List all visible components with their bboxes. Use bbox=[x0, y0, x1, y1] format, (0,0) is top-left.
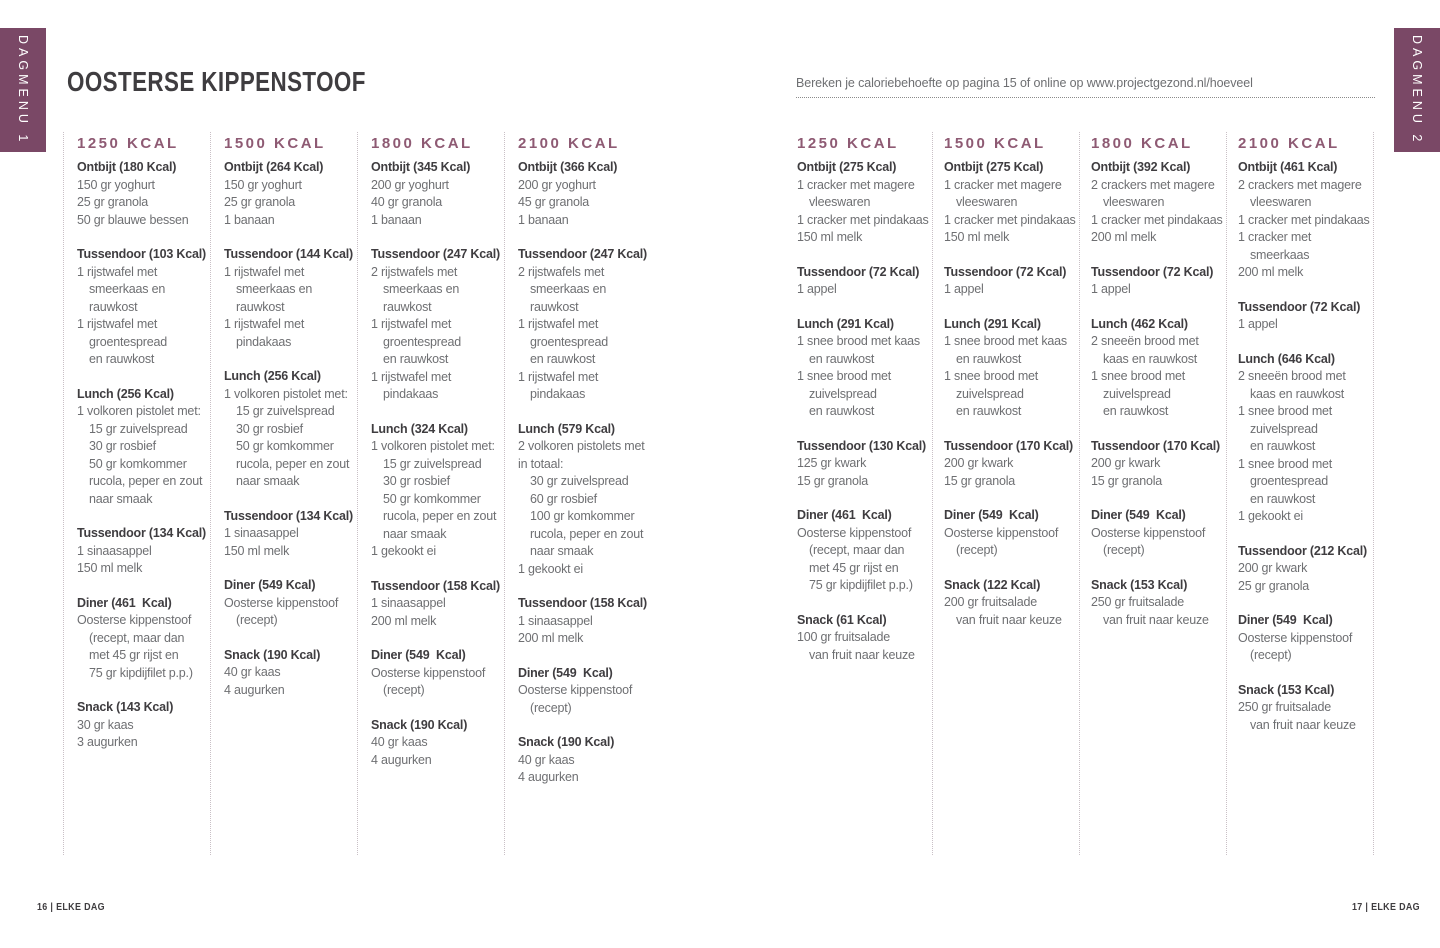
meal-line: 30 gr zuivelspread bbox=[530, 474, 629, 488]
meal-line: rucola, peper en zout bbox=[236, 456, 350, 471]
meal-line: smeerkaas bbox=[1250, 247, 1310, 262]
meal-title: Tussendoor (158 Kcal) bbox=[518, 596, 647, 610]
meal-section bbox=[797, 612, 932, 665]
meal-line: 1 appel bbox=[1091, 282, 1131, 296]
meal-title: Snack (190 Kcal) bbox=[224, 647, 321, 662]
meal-line: 150 gr yoghurt bbox=[77, 177, 155, 192]
meal-section bbox=[224, 647, 357, 700]
meal-section bbox=[371, 246, 504, 404]
meal-line: 1 snee brood met kaas bbox=[797, 334, 920, 348]
meal-line: 200 gr kwark bbox=[1238, 561, 1308, 575]
meal-line: 15 gr granola bbox=[1091, 473, 1163, 488]
meal-line: (recept, maar dan bbox=[809, 543, 905, 557]
meal-line: zuivelspread bbox=[956, 386, 1024, 401]
meal-line: 2 rijstwafels met bbox=[518, 264, 605, 279]
meal-section bbox=[1091, 316, 1226, 421]
meal-line: 1 volkoren pistolet met: bbox=[371, 439, 495, 453]
meal-title: Diner (549 Kcal) bbox=[1238, 613, 1333, 627]
page-title: OOSTERSE KIPPENSTOOF bbox=[67, 66, 366, 97]
meal-line: groentespread bbox=[530, 334, 609, 349]
meal-line: 200 gr yoghurt bbox=[371, 177, 449, 192]
kcal-header: 1500 KCAL bbox=[944, 135, 1046, 152]
meal-section bbox=[224, 577, 357, 630]
meal-line: naar smaak bbox=[89, 491, 153, 506]
meal-line: groentespread bbox=[1250, 474, 1329, 488]
meal-title: Ontbijt (392 Kcal) bbox=[1091, 160, 1191, 174]
meal-section bbox=[77, 699, 210, 752]
meal-line: 30 gr rosbief bbox=[236, 421, 303, 436]
meal-section bbox=[371, 717, 504, 770]
meal-line: smeerkaas en bbox=[89, 282, 166, 296]
meal-line: 1 appel bbox=[944, 282, 984, 296]
right-page-columns bbox=[786, 132, 1374, 855]
meal-line: 150 ml melk bbox=[944, 230, 1010, 244]
kcal-header: 1800 KCAL bbox=[371, 135, 473, 152]
meal-line: vleeswaren bbox=[1103, 195, 1165, 209]
meal-line: 2 crackers met magere bbox=[1238, 177, 1362, 192]
meal-line: (recept, maar dan bbox=[89, 630, 185, 645]
kcal-header: 2100 KCAL bbox=[518, 135, 620, 152]
meal-title: Tussendoor (158 Kcal) bbox=[371, 578, 500, 593]
meal-line: 125 gr kwark bbox=[797, 456, 867, 470]
meal-line: 40 gr granola bbox=[371, 195, 443, 209]
meal-line: (recept) bbox=[956, 543, 998, 557]
meal-title: Ontbijt (366 Kcal) bbox=[518, 160, 618, 174]
meal-section bbox=[1091, 159, 1226, 247]
meal-section bbox=[518, 159, 651, 229]
meal-title: Diner (549 Kcal) bbox=[944, 508, 1039, 522]
meal-section bbox=[797, 264, 932, 299]
meal-section bbox=[224, 508, 357, 561]
meal-section bbox=[1238, 351, 1373, 526]
meal-title: Lunch (256 Kcal) bbox=[77, 386, 174, 401]
menu-column bbox=[1080, 132, 1227, 855]
meal-line: (recept) bbox=[236, 613, 278, 627]
meal-title: Tussendoor (72 Kcal) bbox=[1238, 299, 1361, 314]
meal-line: Oosterse kippenstoof bbox=[371, 665, 486, 680]
meal-section bbox=[1091, 507, 1226, 560]
meal-title: Ontbijt (345 Kcal) bbox=[371, 160, 471, 174]
meal-line: 75 gr kipdijfilet p.p.) bbox=[89, 665, 193, 680]
meal-title: Snack (153 Kcal) bbox=[1091, 577, 1188, 592]
meal-line: 50 gr komkommer bbox=[89, 456, 187, 471]
meal-line: naar smaak bbox=[383, 526, 447, 541]
menu-column bbox=[933, 132, 1080, 855]
meal-line: 200 gr yoghurt bbox=[518, 177, 596, 192]
meal-line: 15 gr zuivelspread bbox=[383, 456, 482, 471]
meal-section bbox=[224, 368, 357, 491]
meal-section bbox=[944, 264, 1079, 299]
page-number-left: 16 | ELKE DAG bbox=[37, 901, 105, 913]
meal-line: 2 volkoren pistolets met bbox=[518, 439, 645, 453]
meal-line: Oosterse kippenstoof bbox=[1091, 525, 1206, 540]
meal-line: 1 rijstwafel met bbox=[371, 317, 452, 331]
meal-title: Snack (143 Kcal) bbox=[77, 700, 174, 714]
meal-line: 1 appel bbox=[797, 282, 837, 296]
meal-title: Lunch (291 Kcal) bbox=[944, 316, 1041, 331]
meal-section bbox=[1238, 299, 1373, 334]
menu-column bbox=[504, 132, 651, 855]
meal-line: en rauwkost bbox=[89, 352, 155, 366]
meal-line: rucola, peper en zout bbox=[530, 526, 644, 541]
meal-line: 1 cracker met pindakaas bbox=[944, 212, 1076, 227]
meal-line: pindakaas bbox=[236, 334, 292, 349]
meal-line: 15 gr granola bbox=[944, 473, 1016, 488]
meal-line: 50 gr komkommer bbox=[236, 439, 334, 453]
tab-dagmenu-1-label: DAGMENU 1 bbox=[16, 34, 30, 146]
meal-line: zuivelspread bbox=[809, 386, 877, 401]
meal-line: van fruit naar keuze bbox=[956, 612, 1062, 627]
meal-section bbox=[1238, 159, 1373, 282]
meal-title: Tussendoor (247 Kcal) bbox=[518, 247, 647, 261]
meal-line: 1 gekookt ei bbox=[371, 544, 437, 558]
meal-section bbox=[518, 595, 651, 648]
meal-title: Tussendoor (170 Kcal) bbox=[944, 438, 1073, 453]
meal-line: 200 ml melk bbox=[518, 631, 584, 645]
kcal-header: 1250 KCAL bbox=[77, 135, 179, 152]
meal-title: Lunch (324 Kcal) bbox=[371, 421, 468, 436]
meal-line: 40 gr kaas bbox=[518, 752, 575, 767]
meal-title: Diner (549 Kcal) bbox=[224, 578, 316, 592]
meal-line: 1 gekookt ei bbox=[518, 561, 584, 576]
calorie-note: Bereken je caloriebehoefte op pagina 15 of online op www.projectgezond.nl/hoeveel bbox=[796, 76, 1253, 90]
meal-line: 30 gr kaas bbox=[77, 717, 134, 732]
meal-section bbox=[371, 421, 504, 561]
meal-section bbox=[797, 507, 932, 595]
meal-section bbox=[224, 159, 357, 229]
meal-line: 1 cracker met bbox=[1238, 230, 1312, 244]
meal-line: 30 gr rosbief bbox=[383, 474, 450, 488]
meal-title: Ontbijt (275 Kcal) bbox=[797, 160, 897, 174]
meal-title: Lunch (256 Kcal) bbox=[224, 369, 321, 383]
page-number-right: 17 | ELKE DAG bbox=[1352, 901, 1420, 913]
meal-line: 1 volkoren pistolet met: bbox=[224, 386, 348, 401]
meal-section bbox=[1238, 682, 1373, 735]
meal-line: 1 sinaasappel bbox=[371, 596, 446, 610]
meal-line: 200 gr kwark bbox=[944, 456, 1014, 470]
meal-title: Ontbijt (461 Kcal) bbox=[1238, 160, 1338, 174]
meal-section bbox=[77, 159, 210, 229]
meal-line: rucola, peper en zout bbox=[383, 509, 497, 523]
meal-line: 1 snee brood met bbox=[797, 369, 892, 383]
meal-line: Oosterse kippenstoof bbox=[518, 683, 633, 697]
meal-title: Diner (461 Kcal) bbox=[797, 508, 892, 522]
meal-line: en rauwkost bbox=[956, 351, 1022, 366]
meal-line: 200 gr fruitsalade bbox=[944, 595, 1037, 609]
meal-line: 200 ml melk bbox=[371, 613, 437, 628]
meal-line: 1 cracker met magere bbox=[944, 177, 1062, 192]
meal-title: Lunch (579 Kcal) bbox=[518, 421, 615, 436]
meal-line: en rauwkost bbox=[1103, 404, 1169, 418]
meal-section bbox=[944, 438, 1079, 491]
meal-line: en rauwkost bbox=[809, 351, 875, 366]
meal-section bbox=[1091, 577, 1226, 630]
meal-line: pindakaas bbox=[383, 387, 439, 401]
meal-section bbox=[944, 316, 1079, 421]
meal-line: 50 gr komkommer bbox=[383, 491, 481, 506]
meal-title: Snack (61 Kcal) bbox=[797, 612, 887, 627]
meal-line: 250 gr fruitsalade bbox=[1091, 595, 1184, 609]
meal-title: Tussendoor (103 Kcal) bbox=[77, 247, 206, 261]
meal-line: 1 banaan bbox=[518, 212, 569, 227]
meal-line: in totaal: bbox=[518, 456, 564, 471]
meal-line: smeerkaas en bbox=[383, 282, 460, 296]
meal-section bbox=[797, 438, 932, 491]
meal-line: 1 rijstwafel met bbox=[224, 317, 305, 331]
meal-line: 200 ml melk bbox=[1238, 265, 1304, 279]
meal-line: 1 banaan bbox=[371, 212, 422, 227]
meal-line: 1 appel bbox=[1238, 317, 1278, 331]
meal-line: en rauwkost bbox=[1250, 491, 1316, 506]
meal-line: 100 gr komkommer bbox=[530, 509, 635, 523]
note-divider bbox=[796, 97, 1375, 98]
meal-section bbox=[518, 246, 651, 404]
meal-section bbox=[371, 647, 504, 700]
meal-line: met 45 gr rijst en bbox=[89, 648, 179, 662]
meal-line: en rauwkost bbox=[956, 404, 1022, 418]
meal-line: rauwkost bbox=[383, 299, 432, 314]
meal-line: 100 gr fruitsalade bbox=[797, 630, 890, 644]
meal-line: 200 ml melk bbox=[1091, 230, 1157, 244]
meal-line: 1 snee brood met bbox=[1091, 369, 1186, 383]
meal-line: 1 rijstwafel met bbox=[224, 264, 305, 279]
meal-section bbox=[371, 159, 504, 229]
meal-line: kaas en rauwkost bbox=[1103, 351, 1198, 366]
meal-line: van fruit naar keuze bbox=[1250, 717, 1356, 732]
meal-line: (recept) bbox=[383, 683, 425, 697]
meal-line: 150 ml melk bbox=[797, 230, 863, 244]
meal-line: (recept) bbox=[1250, 648, 1292, 662]
meal-line: Oosterse kippenstoof bbox=[944, 525, 1059, 540]
meal-title: Diner (461 Kcal) bbox=[77, 595, 172, 610]
meal-line: 2 crackers met magere bbox=[1091, 177, 1215, 192]
meal-line: van fruit naar keuze bbox=[809, 647, 915, 662]
meal-line: 150 ml melk bbox=[77, 561, 143, 575]
menu-column bbox=[210, 132, 357, 855]
meal-section bbox=[77, 386, 210, 509]
meal-section bbox=[77, 246, 210, 369]
meal-line: 1 cracker met pindakaas bbox=[1238, 212, 1370, 227]
meal-title: Tussendoor (72 Kcal) bbox=[797, 264, 920, 279]
meal-title: Tussendoor (212 Kcal) bbox=[1238, 543, 1367, 558]
meal-line: rucola, peper en zout bbox=[89, 474, 203, 488]
meal-line: 25 gr granola bbox=[77, 195, 149, 209]
meal-line: 2 sneeën brood met bbox=[1238, 369, 1346, 383]
meal-line: van fruit naar keuze bbox=[1103, 612, 1209, 627]
meal-line: 15 gr granola bbox=[797, 473, 869, 488]
meal-line: 1 rijstwafel met bbox=[371, 369, 452, 384]
meal-title: Ontbijt (275 Kcal) bbox=[944, 160, 1044, 174]
meal-line: Oosterse kippenstoof bbox=[1238, 630, 1353, 645]
meal-line: 4 augurken bbox=[224, 682, 285, 697]
meal-line: 1 snee brood met bbox=[1238, 404, 1333, 418]
meal-line: Oosterse kippenstoof bbox=[224, 595, 339, 610]
meal-section bbox=[371, 578, 504, 631]
meal-line: 25 gr granola bbox=[224, 195, 296, 209]
meal-line: 1 cracker met pindakaas bbox=[797, 212, 929, 227]
meal-section bbox=[77, 525, 210, 578]
meal-line: 2 rijstwafels met bbox=[371, 264, 458, 279]
meal-title: Lunch (291 Kcal) bbox=[797, 316, 894, 331]
meal-title: Diner (549 Kcal) bbox=[1091, 508, 1186, 522]
left-page-columns bbox=[63, 132, 651, 855]
tab-dagmenu-1 bbox=[0, 28, 46, 152]
meal-title: Tussendoor (144 Kcal) bbox=[224, 247, 353, 261]
meal-line: en rauwkost bbox=[383, 352, 449, 366]
meal-section bbox=[944, 507, 1079, 560]
meal-title: Tussendoor (170 Kcal) bbox=[1091, 438, 1220, 453]
meal-line: 1 rijstwafel met bbox=[518, 317, 599, 331]
meal-line: groentespread bbox=[383, 334, 462, 349]
meal-line: 150 ml melk bbox=[224, 543, 290, 558]
kcal-header: 1800 KCAL bbox=[1091, 135, 1193, 152]
meal-line: 1 snee brood met bbox=[944, 369, 1039, 383]
meal-title: Ontbijt (264 Kcal) bbox=[224, 160, 324, 174]
meal-line: 1 cracker met pindakaas bbox=[1091, 212, 1223, 227]
kcal-header: 2100 KCAL bbox=[1238, 135, 1340, 152]
meal-section bbox=[1091, 264, 1226, 299]
meal-line: naar smaak bbox=[530, 544, 594, 558]
meal-line: 200 gr kwark bbox=[1091, 456, 1161, 470]
meal-title: Tussendoor (72 Kcal) bbox=[944, 264, 1067, 279]
meal-line: 1 gekookt ei bbox=[1238, 509, 1304, 523]
meal-line: 40 gr kaas bbox=[371, 735, 428, 749]
meal-line: 2 sneeën brood met bbox=[1091, 334, 1199, 348]
meal-line: 1 sinaasappel bbox=[224, 526, 299, 540]
meal-line: rauwkost bbox=[530, 299, 579, 314]
kcal-header: 1250 KCAL bbox=[797, 135, 899, 152]
meal-line: 150 gr yoghurt bbox=[224, 177, 302, 192]
meal-line: en rauwkost bbox=[530, 352, 596, 366]
tab-dagmenu-2-label: DAGMENU 2 bbox=[1410, 34, 1424, 146]
meal-line: 3 augurken bbox=[77, 735, 138, 749]
meal-section bbox=[518, 734, 651, 787]
meal-line: vleeswaren bbox=[809, 195, 871, 209]
menu-column bbox=[1227, 132, 1374, 855]
meal-line: Oosterse kippenstoof bbox=[77, 613, 192, 627]
meal-line: 40 gr kaas bbox=[224, 665, 281, 679]
meal-line: naar smaak bbox=[236, 474, 300, 488]
meal-title: Snack (122 Kcal) bbox=[944, 577, 1041, 592]
meal-line: 1 snee brood met bbox=[1238, 456, 1333, 471]
meal-line: pindakaas bbox=[530, 387, 586, 401]
meal-title: Snack (190 Kcal) bbox=[518, 735, 615, 749]
meal-line: 75 gr kipdijfilet p.p.) bbox=[809, 578, 913, 592]
meal-line: 1 snee brood met kaas bbox=[944, 334, 1067, 348]
meal-line: 25 gr granola bbox=[1238, 578, 1310, 593]
meal-title: Tussendoor (134 Kcal) bbox=[77, 526, 206, 540]
meal-line: 1 rijstwafel met bbox=[77, 264, 158, 279]
meal-title: Tussendoor (247 Kcal) bbox=[371, 247, 500, 261]
meal-line: 1 sinaasappel bbox=[518, 613, 593, 628]
meal-line: vleeswaren bbox=[956, 195, 1018, 209]
meal-line: 1 sinaasappel bbox=[77, 543, 152, 558]
meal-line: 1 rijstwafel met bbox=[518, 369, 599, 384]
meal-section bbox=[944, 577, 1079, 630]
meal-title: Lunch (646 Kcal) bbox=[1238, 351, 1335, 366]
meal-section bbox=[518, 665, 651, 718]
tab-dagmenu-2 bbox=[1394, 28, 1440, 152]
meal-line: 60 gr rosbief bbox=[530, 491, 597, 506]
meal-line: 1 volkoren pistolet met: bbox=[77, 404, 201, 418]
meal-section bbox=[797, 316, 932, 421]
meal-section bbox=[224, 246, 357, 351]
meal-title: Diner (549 Kcal) bbox=[371, 648, 466, 662]
meal-title: Snack (153 Kcal) bbox=[1238, 682, 1335, 697]
meal-line: vleeswaren bbox=[1250, 195, 1312, 209]
meal-line: smeerkaas en bbox=[530, 282, 607, 296]
meal-line: groentespread bbox=[89, 334, 168, 349]
meal-line: en rauwkost bbox=[809, 404, 875, 418]
meal-line: Oosterse kippenstoof bbox=[797, 525, 912, 540]
meal-line: en rauwkost bbox=[1250, 439, 1316, 453]
menu-column bbox=[357, 132, 504, 855]
meal-section bbox=[797, 159, 932, 247]
meal-title: Ontbijt (180 Kcal) bbox=[77, 160, 177, 174]
meal-line: kaas en rauwkost bbox=[1250, 386, 1345, 401]
meal-line: 4 augurken bbox=[518, 770, 579, 784]
meal-line: (recept) bbox=[1103, 543, 1145, 557]
meal-title: Tussendoor (134 Kcal) bbox=[224, 508, 353, 523]
meal-line: rauwkost bbox=[236, 299, 285, 314]
meal-line: 15 gr zuivelspread bbox=[236, 404, 335, 418]
menu-column bbox=[786, 132, 933, 855]
meal-line: 30 gr rosbief bbox=[89, 439, 156, 453]
meal-line: 1 banaan bbox=[224, 212, 275, 227]
meal-section bbox=[944, 159, 1079, 247]
meal-section bbox=[1091, 438, 1226, 491]
meal-section bbox=[77, 595, 210, 683]
meal-line: 1 cracker met magere bbox=[797, 177, 915, 192]
meal-line: 4 augurken bbox=[371, 752, 432, 767]
meal-line: smeerkaas en bbox=[236, 282, 313, 296]
meal-line: met 45 gr rijst en bbox=[809, 560, 899, 575]
kcal-header: 1500 KCAL bbox=[224, 135, 326, 152]
meal-line: rauwkost bbox=[89, 299, 138, 314]
meal-section bbox=[518, 421, 651, 579]
meal-line: (recept) bbox=[530, 700, 572, 715]
meal-section bbox=[1238, 612, 1373, 665]
meal-line: 15 gr zuivelspread bbox=[89, 421, 188, 436]
meal-title: Diner (549 Kcal) bbox=[518, 665, 613, 680]
meal-title: Tussendoor (130 Kcal) bbox=[797, 438, 926, 453]
meal-line: 45 gr granola bbox=[518, 195, 590, 209]
meal-title: Snack (190 Kcal) bbox=[371, 717, 468, 732]
meal-line: zuivelspread bbox=[1250, 421, 1318, 436]
menu-column bbox=[63, 132, 210, 855]
meal-line: 50 gr blauwe bessen bbox=[77, 212, 189, 227]
meal-title: Tussendoor (72 Kcal) bbox=[1091, 264, 1214, 279]
meal-line: zuivelspread bbox=[1103, 386, 1171, 401]
meal-title: Lunch (462 Kcal) bbox=[1091, 316, 1188, 331]
meal-line: 250 gr fruitsalade bbox=[1238, 700, 1331, 714]
meal-section bbox=[1238, 543, 1373, 596]
meal-line: 1 rijstwafel met bbox=[77, 317, 158, 331]
